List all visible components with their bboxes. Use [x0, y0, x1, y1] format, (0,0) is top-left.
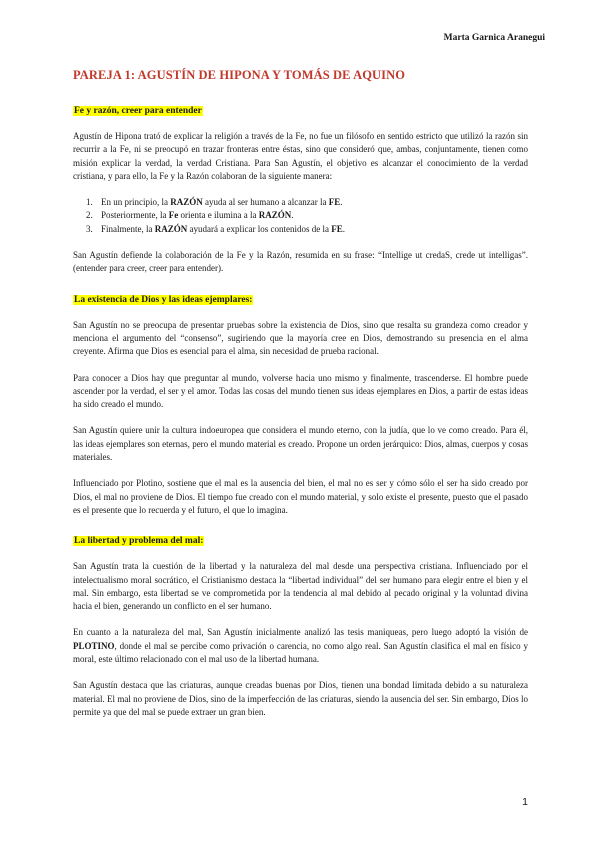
paragraph: San Agustín quiere unir la cultura indoeuropea que considera el mundo eterno, con la judía, que lo ve como creado. Para él, las ideas ejemplares son eternas, pero el mundo material es creado. Propone un orden jerárquico: Dios, almas, cuerpos y cosas materiales. [73, 425, 528, 463]
document-body [73, 100, 528, 732]
list-item: 2. Posteriormente, la Fe orienta e ilumina a la RAZÓN. [95, 209, 528, 222]
paragraph: San Agustín no se preocupa de presentar pruebas sobre la existencia de Dios, sino que resalta su grandeza como creador y menciona el argumento del “consenso”, sugiriendo que la mayoría cree en Dios, demostrando su presencia en el alma creyente. Afirma que Dios es esencial para el alma, sin necesidad de prueba racional. [73, 319, 528, 357]
list-item: 1. En un principio, la RAZÓN ayuda al ser humano a alcanzar la FE. [95, 196, 528, 209]
paragraph: Influenciado por Plotino, sostiene que el mal es la ausencia del bien, el mal no es ser y cómo sólo el ser ha sido creado por Dios, el mal no proviene de Dios. El tiempo fue creado con el mundo material, y solo existe el presente, puesto que el pasado es el presente que lo recuerda y el futuro, el que lo imagina. [73, 478, 528, 515]
document-title: PAREJA 1: AGUSTÍN DE HIPONA Y TOMÁS DE AQUINO [73, 68, 406, 82]
section-heading-fe-y-razon: Fe y razón, creer para entender [74, 106, 202, 116]
paragraph: San Agustín destaca que las criaturas, aunque creadas buenas por Dios, tienen una bondad limitada debido a su naturaleza material. El mal no proviene de Dios, sino de la imperfección de las criaturas, siendo la ausencia del ser. Sin embargo, Dios lo permite ya que del mal se puede extraer un gran bien. [73, 680, 528, 717]
paragraph: En cuanto a la naturaleza del mal, San Agustín inicialmente analizó las tesis maniqueas, pero luego adoptó la visión de PLOTINO, donde el mal se percibe como privación o carencia, no como algo real. San Agustín clasifica el mal en físico y moral, este último relacionado con el mal uso de la libertad humana. [73, 627, 528, 665]
section-heading-libertad-y-mal: La libertad y problema del mal: [74, 536, 204, 547]
list-item: 3. Finalmente, la RAZÓN ayudará a explicar los contenidos de la FE. [95, 223, 528, 236]
author-name: Marta Garnica Aranegui [443, 33, 545, 43]
paragraph: San Agustín defiende la colaboración de la Fe y la Razón, resumida en su frase: “Intellige ut credaS, crede ut intelligas”. (entender para creer, creer para entender). [73, 250, 528, 274]
section-heading-existencia-de-dios: La existencia de Dios y las ideas ejemplares: [74, 294, 253, 305]
paragraph: Para conocer a Dios hay que preguntar al mundo, volverse hacia uno mismo y finalmente, trascenderse. El hombre puede ascender por la verdad, el ser y el amor. Todas las cosas del mundo tienen sus ideas ejemplares en Dios, a partir de estas ideas ha sido creado el mundo. [73, 372, 528, 410]
paragraph: San Agustín trata la cuestión de la libertad y la naturaleza del mal desde una perspectiva cristiana. Influenciado por el intelectualismo moral socrático, el Cristianismo destaca la “libertad individual” del ser humano para elegir entre el bien y el mal. Sin embargo, esta libertad se ve comprometida por la tendencia al mal debido al pecado original y la voluntad divina hacia el bien, generando un conflicto en el ser humano. [73, 561, 528, 612]
numbered-list [73, 196, 528, 236]
page-number: 1 [522, 796, 528, 808]
paragraph: Agustín de Hipona trató de explicar la religión a través de la Fe, no fue un filósofo en sentido estricto que utilizó la razón sin recurrir a la Fe, ni se preocupó en trazar fronteras entre éstas, sino que consideró que, ambas, conjuntamente, tienen como misión explicar la verdad, la verdad Cristiana. Para San Agustín, el objetivo es alcanzar el conocimiento de la verdad cristiana, y para ello, la Fe y la Razón colaboran de la siguiente manera: [73, 131, 528, 181]
